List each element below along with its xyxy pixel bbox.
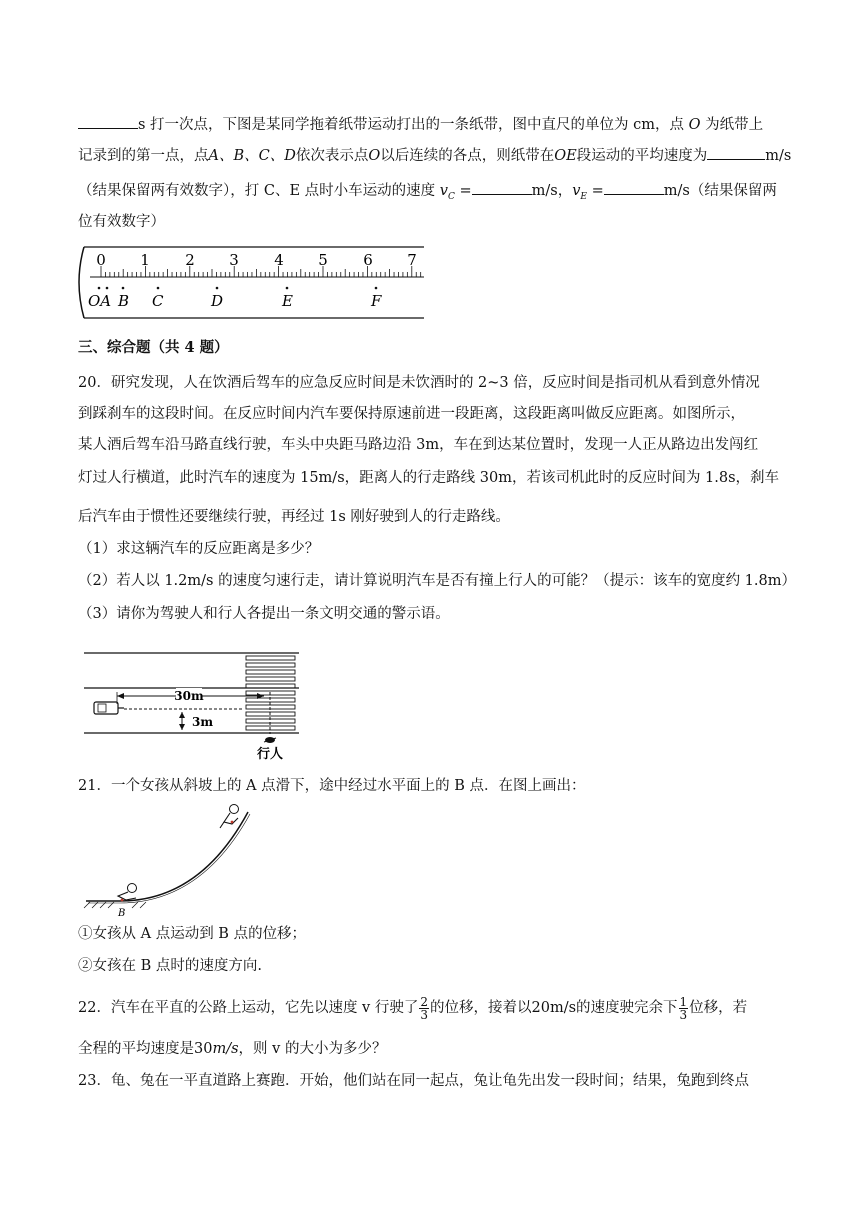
q22-line-2 [78,1039,788,1059]
q23-line-1: 23．龟、兔在一平直道路上赛跑．开始，他们站在同一起点，兔让龟先出发一段时间；结果，兔跑到终点 [78,1073,749,1089]
ruler-number: 5 [318,251,328,269]
car-icon [94,702,124,714]
q19-line-2 [78,145,792,166]
point-o: O [368,148,381,164]
text: 依次表示点 [295,148,369,164]
unit: m/s， [531,183,573,199]
text: 的位移，接着以 [430,1000,532,1016]
slope-figure [80,800,260,918]
q19-line-1 [78,114,788,135]
q20-sub-question: （3）请你为驾驶人和行人各提出一条文明交通的警示语。 [78,606,450,622]
var-v: v [439,183,448,199]
unit: m/s [765,148,792,164]
text: = [586,183,604,199]
q20-line: 后汽车由于惯性还要继续行驶，再经过 1s 刚好驶到人的行走路线。 [78,509,510,525]
tape-dots [98,287,378,290]
fraction [419,996,429,1021]
ruler-numbers [96,251,417,269]
segment-oe: OE [554,148,577,164]
denominator: 3 [420,1007,428,1022]
var-v: v [572,183,581,199]
ruler-number: 0 [96,251,106,269]
unit: m/s（结果保留两 [663,183,777,199]
q21-stem: 21．一个女孩从斜坡上的 A 点滑下，途中经过水平面上的 B 点．在图上画出： [78,778,586,794]
girl-at-b-icon [118,884,137,902]
point-b-label: B [118,908,126,918]
q20-line: 灯过人行横道，此时汽车的速度为 15m/s，距离人的行走路线 30m，若该司机此时的反应时间为 1.8s，刹车 [78,470,780,486]
q21-item: ①女孩从 A 点运动到 B 点的位移； [78,926,307,942]
point-label: F [371,292,382,310]
answer-blank[interactable] [472,180,532,195]
answer-blank[interactable] [604,180,664,195]
sub-e: E [580,191,587,202]
ruler-number: 4 [274,251,284,269]
answer-blank[interactable] [707,145,765,160]
road-crossing-figure [84,646,304,764]
q20-line: 20．研究发现，人在饮酒后驾车的应急反应时间是未饮酒时的 2~3 倍，反应时间是指司机从看到意外情况 [78,375,760,391]
fraction [679,996,689,1021]
q20-sub-question: （2）若人以 1.2m/s 的速度匀速行走，请计算说明汽车是否有撞上行人的可能？（提示：该车的宽度约 1.8m） [78,573,796,589]
avg-speed-value: 30 [194,1041,213,1057]
text: 位移，若 [689,1000,748,1016]
ruler-number: 2 [185,251,195,269]
text: 记录到的第一点，点 [78,148,209,164]
text: = [454,183,472,199]
side-distance-label: 3m [192,715,214,729]
answer-blank[interactable] [78,114,138,129]
point-label: OA [88,292,112,310]
text: 22．汽车在平直的公路上运动，它先以速度 v 行驶了 [78,1000,419,1016]
point-o: O [688,117,701,133]
q19-line-4: 位有效数字） [78,214,165,230]
q20-line: 到踩刹车的这段时间。在反应时间内汽车要保持原速前进一段距离，这段距离叫做反应距离。如图所示， [78,406,745,422]
text: 为纸带上 [700,117,764,133]
ruler-tape-figure [74,244,434,324]
text: 段运动的平均速度为 [576,148,708,164]
numerator: 1 [679,994,688,1009]
q21-item: ②女孩在 B 点时的速度方向. [78,958,262,974]
pedestrian-label: 行人 [256,747,284,762]
q22-line-1 [78,994,788,1022]
avg-speed-unit: m/s [212,1041,239,1057]
distance-label: 30m [174,689,204,703]
numerator: 2 [420,994,428,1009]
text: ，则 v 的大小为多少？ [238,1041,387,1057]
q20-line: 某人酒后驾车沿马路直线行驶，车头中央距马路边沿 3m，车在到达某位置时，发现一人正从路边出发闯红 [78,437,759,453]
points-abcd: A、B、C、D [208,148,296,164]
q20-sub-question: （1）求这辆汽车的反应距离是多少？ [78,541,320,557]
point-label: E [282,292,293,310]
pedestrian-icon [264,737,276,743]
ruler-number: 6 [363,251,373,269]
point-label: B [118,292,130,310]
q19-line-3 [78,180,788,207]
text: 的速度驶完余下 [576,1000,678,1016]
ruler-number: 3 [229,251,239,269]
denominator: 3 [679,1007,688,1022]
point-label: D [211,292,224,310]
girl-sliding-icon [220,805,239,829]
sub-c: C [447,191,455,202]
point-label: C [152,292,164,310]
section-heading: 三、综合题（共 4 题） [78,339,229,356]
text: 全程的平均速度是 [78,1041,194,1057]
text: （结果保留两有效数字），打 C、E 点时小车运动的速度 [78,183,440,199]
text: s 打一次点，下图是某同学拖着纸带运动打出的一条纸带，图中直尺的单位为 cm，点 [138,117,689,133]
speed-value: 20m/s [531,1000,577,1016]
ruler-number: 1 [140,251,150,269]
ruler-number: 7 [407,251,417,269]
text: 以后连续的各点，则纸带在 [380,148,555,164]
